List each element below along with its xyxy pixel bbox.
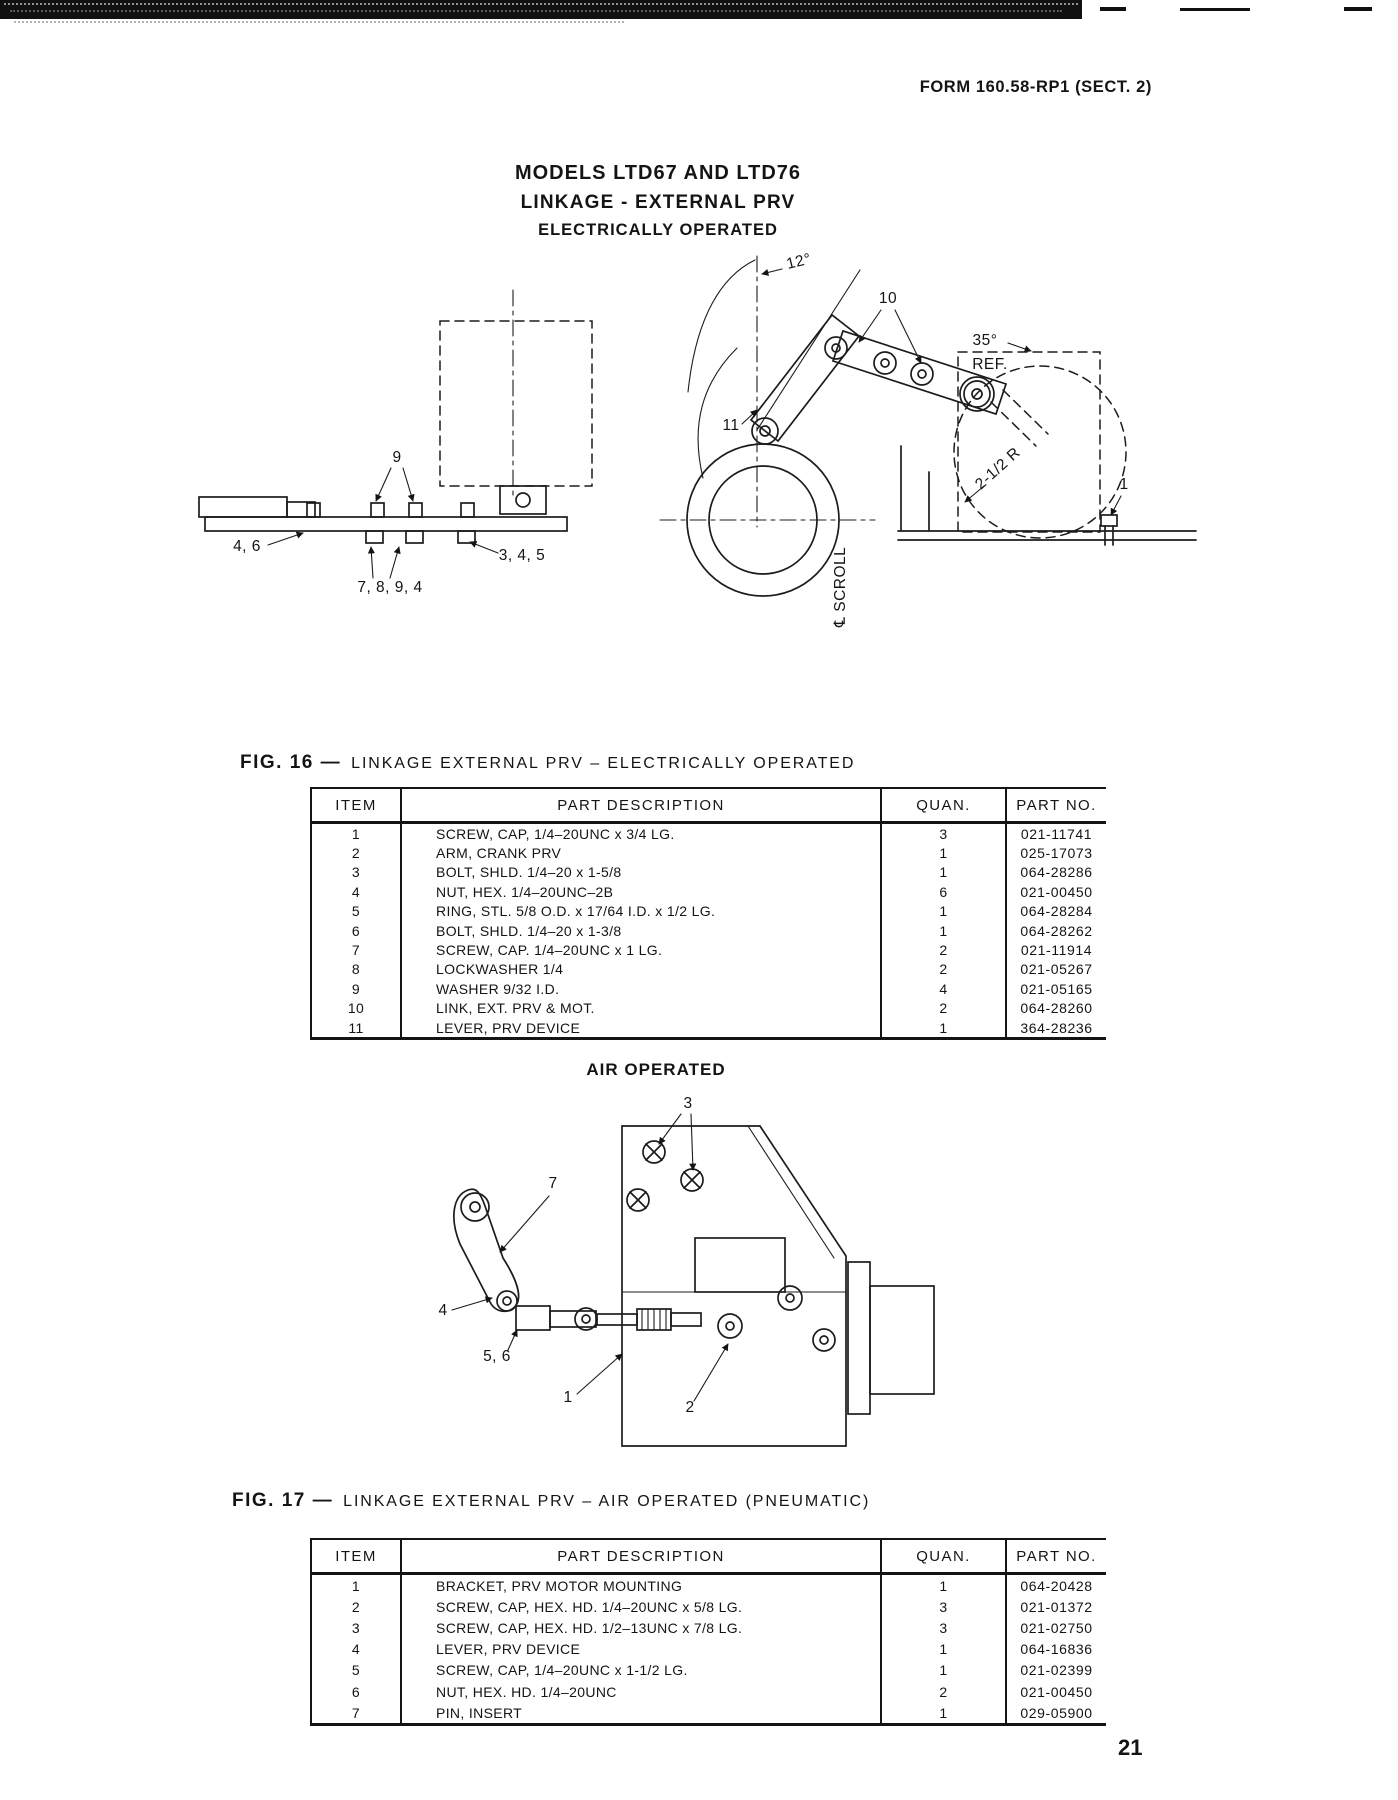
table-row xyxy=(311,843,1106,862)
fig16-label-10: 10 xyxy=(878,290,898,307)
cell-part: 021-01372 xyxy=(1006,1596,1106,1617)
cell-quan: 1 xyxy=(881,1574,1006,1597)
cell-desc: WASHER 9/32 I.D. xyxy=(401,979,881,998)
fig16-label-1: 1 xyxy=(1119,476,1129,493)
fig16-label-angle35: 35° xyxy=(972,332,998,349)
cell-quan: 4 xyxy=(881,979,1006,998)
fig16-label-ref: REF. xyxy=(972,356,1008,373)
cell-part: 064-28286 xyxy=(1006,863,1106,882)
col-header-item: ITEM xyxy=(311,788,401,823)
table-row xyxy=(311,823,1106,844)
cell-desc: NUT, HEX. HD. 1/4–20UNC xyxy=(401,1681,881,1702)
scan-artifact xyxy=(1344,7,1372,11)
cell-desc: NUT, HEX. 1/4–20UNC–2B xyxy=(401,882,881,901)
linkage-left-assembly xyxy=(199,290,592,578)
fig16-caption-label: FIG. 16 — xyxy=(240,752,342,773)
cell-desc: ARM, CRANK PRV xyxy=(401,843,881,862)
cell-desc: LEVER, PRV DEVICE xyxy=(401,1639,881,1660)
cell-item: 5 xyxy=(311,1660,401,1681)
cell-part: 021-02399 xyxy=(1006,1660,1106,1681)
cell-part: 064-28260 xyxy=(1006,999,1106,1018)
fig16-label-4-6: 4, 6 xyxy=(233,538,261,555)
table-row xyxy=(311,921,1106,940)
cell-item: 10 xyxy=(311,999,401,1018)
table-row xyxy=(311,960,1106,979)
cell-quan: 2 xyxy=(881,999,1006,1018)
fig16-label-9: 9 xyxy=(392,449,402,466)
cell-desc: LEVER, PRV DEVICE xyxy=(401,1018,881,1039)
scan-artifact xyxy=(1100,7,1126,11)
cell-desc: PIN, INSERT xyxy=(401,1702,881,1725)
cell-item: 7 xyxy=(311,1702,401,1725)
cell-desc: SCREW, CAP, 1/4–20UNC x 1-1/2 LG. xyxy=(401,1660,881,1681)
fig16-caption xyxy=(240,752,855,774)
cell-item: 9 xyxy=(311,979,401,998)
cell-desc: LINK, EXT. PRV & MOT. xyxy=(401,999,881,1018)
table-row xyxy=(311,1639,1106,1660)
table-row xyxy=(311,1681,1106,1702)
fig17-label-2: 2 xyxy=(685,1399,695,1416)
fig17-label-5-6: 5, 6 xyxy=(483,1348,511,1365)
col-header-desc: PART DESCRIPTION xyxy=(401,1539,881,1574)
table-row xyxy=(311,863,1106,882)
cell-part: 064-16836 xyxy=(1006,1639,1106,1660)
cell-quan: 3 xyxy=(881,1617,1006,1638)
table-header-row xyxy=(311,1539,1106,1574)
cell-part: 064-20428 xyxy=(1006,1574,1106,1597)
col-header-item: ITEM xyxy=(311,1539,401,1574)
cell-item: 4 xyxy=(311,1639,401,1660)
table-row xyxy=(311,1617,1106,1638)
table-row xyxy=(311,1574,1106,1597)
table-header-row xyxy=(311,788,1106,823)
table-row xyxy=(311,979,1106,998)
cell-quan: 1 xyxy=(881,843,1006,862)
col-header-part: PART NO. xyxy=(1006,1539,1106,1574)
fig17-label-4: 4 xyxy=(438,1302,448,1319)
cell-part: 021-11914 xyxy=(1006,940,1106,959)
doc-title-electrically: ELECTRICALLY OPERATED xyxy=(538,221,778,239)
cell-desc: SCREW, CAP, HEX. HD. 1/4–20UNC x 5/8 LG. xyxy=(401,1596,881,1617)
fig17-caption-text: LINKAGE EXTERNAL PRV – AIR OPERATED (PNEUMATIC) xyxy=(343,1493,871,1510)
form-reference: FORM 160.58-RP1 (SECT. 2) xyxy=(919,78,1152,96)
doc-title-models: MODELS LTD67 AND LTD76 xyxy=(514,162,802,184)
table-row xyxy=(311,1702,1106,1725)
col-header-quan: QUAN. xyxy=(881,1539,1006,1574)
cell-desc: RING, STL. 5/8 O.D. x 17/64 I.D. x 1/2 LG. xyxy=(401,902,881,921)
fig16-caption-text: LINKAGE EXTERNAL PRV – ELECTRICALLY OPERATED xyxy=(351,755,856,772)
cell-quan: 6 xyxy=(881,882,1006,901)
fig17-diagram xyxy=(425,1088,965,1478)
col-header-desc: PART DESCRIPTION xyxy=(401,788,881,823)
cell-quan: 1 xyxy=(881,902,1006,921)
cell-quan: 1 xyxy=(881,863,1006,882)
cell-quan: 2 xyxy=(881,1681,1006,1702)
cell-item: 8 xyxy=(311,960,401,979)
cell-desc: SCREW, CAP, 1/4–20UNC x 3/4 LG. xyxy=(401,823,881,844)
cell-item: 5 xyxy=(311,902,401,921)
cell-item: 1 xyxy=(311,823,401,844)
cell-item: 7 xyxy=(311,940,401,959)
cell-quan: 1 xyxy=(881,1660,1006,1681)
cell-item: 3 xyxy=(311,863,401,882)
cell-desc: LOCKWASHER 1/4 xyxy=(401,960,881,979)
cell-item: 6 xyxy=(311,921,401,940)
scan-artifact xyxy=(1180,8,1250,11)
cell-quan: 1 xyxy=(881,1018,1006,1039)
fig16-label-angle12: 12° xyxy=(784,250,814,273)
cell-item: 1 xyxy=(311,1574,401,1597)
fig17-label-3: 3 xyxy=(683,1095,693,1112)
fig17-label-7: 7 xyxy=(548,1175,558,1192)
table-row xyxy=(311,1596,1106,1617)
parts-table-fig16 xyxy=(310,787,1106,1040)
cell-item: 4 xyxy=(311,882,401,901)
fig16-label-11: 11 xyxy=(722,417,740,434)
cell-desc: BOLT, SHLD. 1/4–20 x 1-3/8 xyxy=(401,921,881,940)
fig16-label-radius: 2-1/2 R xyxy=(972,444,1024,494)
cell-item: 2 xyxy=(311,1596,401,1617)
cell-quan: 3 xyxy=(881,823,1006,844)
cell-quan: 3 xyxy=(881,1596,1006,1617)
scan-artifact-bar xyxy=(0,0,1082,19)
cell-part: 029-05900 xyxy=(1006,1702,1106,1725)
table-row xyxy=(311,1660,1106,1681)
cell-part: 021-00450 xyxy=(1006,1681,1106,1702)
prv-lever-and-rod xyxy=(454,1189,701,1330)
col-header-part: PART NO. xyxy=(1006,788,1106,823)
cell-part: 021-00450 xyxy=(1006,882,1106,901)
cell-part: 021-05165 xyxy=(1006,979,1106,998)
cell-quan: 1 xyxy=(881,921,1006,940)
cell-part: 364-28236 xyxy=(1006,1018,1106,1039)
parts-table-fig17 xyxy=(310,1538,1106,1726)
page-number: 21 xyxy=(1118,1735,1143,1760)
cell-part: 021-11741 xyxy=(1006,823,1106,844)
cell-item: 11 xyxy=(311,1018,401,1039)
cell-desc: SCREW, CAP. 1/4–20UNC x 1 LG. xyxy=(401,940,881,959)
table-row xyxy=(311,882,1106,901)
scan-artifact xyxy=(14,21,624,23)
cell-item: 3 xyxy=(311,1617,401,1638)
fig17-caption-label: FIG. 17 — xyxy=(232,1490,334,1511)
table-row xyxy=(311,999,1106,1018)
cell-item: 6 xyxy=(311,1681,401,1702)
cell-item: 2 xyxy=(311,843,401,862)
cell-quan: 1 xyxy=(881,1702,1006,1725)
table-row xyxy=(311,1018,1106,1039)
linkage-right-assembly xyxy=(660,256,1196,596)
table-row xyxy=(311,902,1106,921)
cell-quan: 2 xyxy=(881,960,1006,979)
fig16-label-7-8-9-4: 7, 8, 9, 4 xyxy=(357,579,423,596)
cell-part: 064-28284 xyxy=(1006,902,1106,921)
fig17-caption xyxy=(232,1490,870,1512)
cell-quan: 2 xyxy=(881,940,1006,959)
cell-desc: BRACKET, PRV MOTOR MOUNTING xyxy=(401,1574,881,1597)
fig16-label-3-4-5: 3, 4, 5 xyxy=(498,547,546,564)
fig16-label-scroll-centerline: ℄ SCROLL xyxy=(832,546,849,627)
doc-title-linkage: LINKAGE - EXTERNAL PRV xyxy=(520,192,796,213)
cell-part: 021-02750 xyxy=(1006,1617,1106,1638)
cell-part: 064-28262 xyxy=(1006,921,1106,940)
cell-part: 021-05267 xyxy=(1006,960,1106,979)
cell-part: 025-17073 xyxy=(1006,843,1106,862)
cell-desc: BOLT, SHLD. 1/4–20 x 1-5/8 xyxy=(401,863,881,882)
table-row xyxy=(311,940,1106,959)
col-header-quan: QUAN. xyxy=(881,788,1006,823)
cell-desc: SCREW, CAP, HEX. HD. 1/2–13UNC x 7/8 LG. xyxy=(401,1617,881,1638)
air-operated-heading: AIR OPERATED xyxy=(586,1060,726,1079)
cell-quan: 1 xyxy=(881,1639,1006,1660)
fig17-label-1: 1 xyxy=(563,1389,573,1406)
fig16-diagram xyxy=(180,248,1210,660)
prv-motor-bracket xyxy=(622,1126,934,1446)
